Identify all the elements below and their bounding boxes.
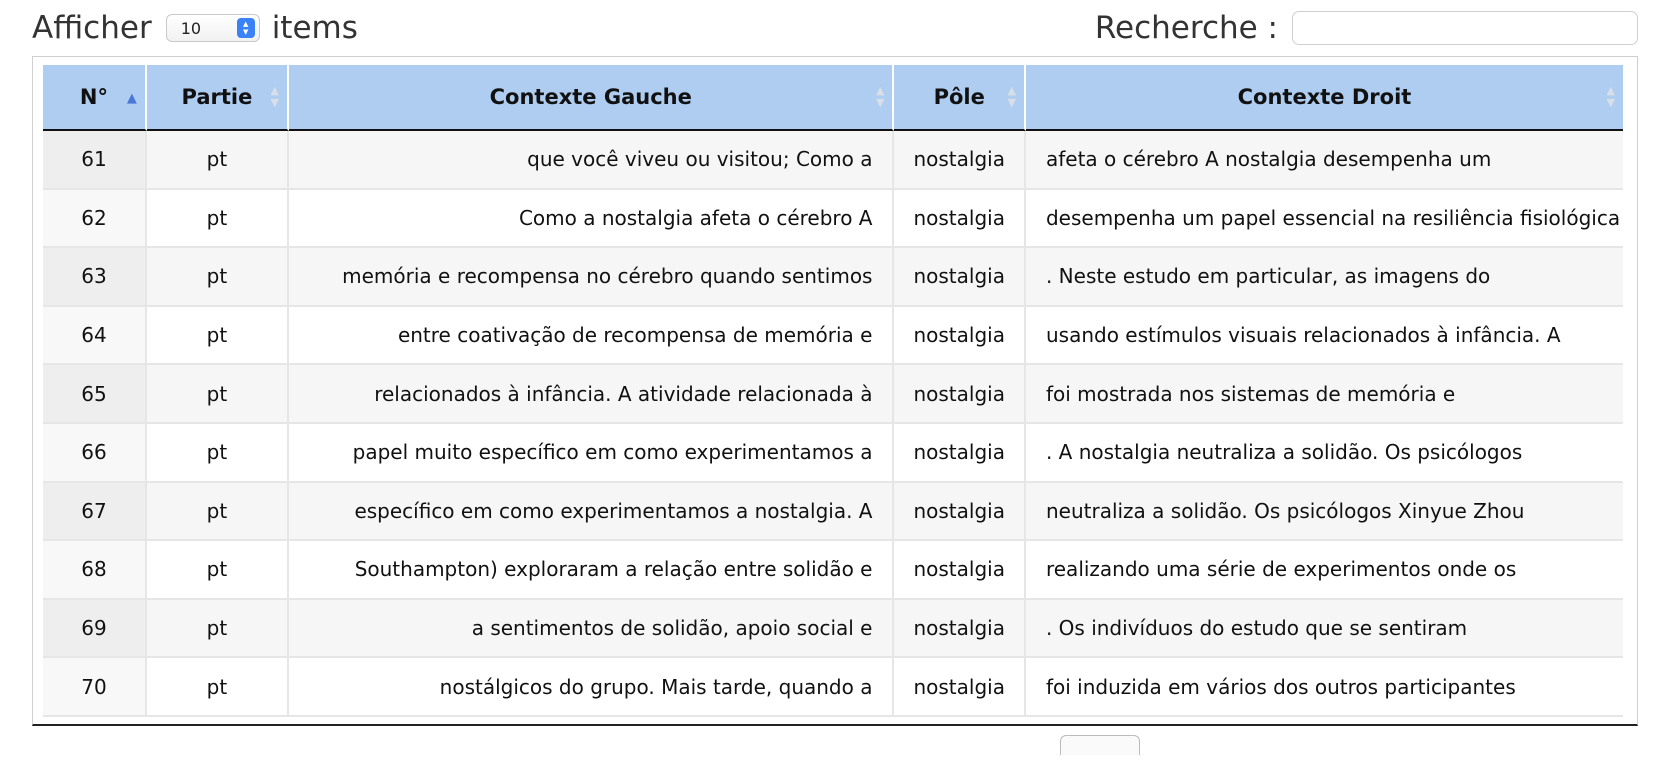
sort-both-icon: ▲ ▼ — [1007, 84, 1016, 109]
table-row[interactable] — [43, 131, 1623, 190]
cell-num: 63 — [43, 248, 147, 307]
cell-partie: pt — [147, 365, 289, 424]
cell-partie: pt — [147, 307, 289, 366]
cell-contexte-droit: . Neste estudo em particular, as imagens do — [1026, 248, 1623, 307]
cell-contexte-gauche: Southampton) exploraram a relação entre solidão e — [289, 541, 894, 600]
page-length-control — [32, 10, 358, 46]
cell-num: 70 — [43, 658, 147, 717]
cell-contexte-gauche: específico em como experimentamos a nostalgia. A — [289, 483, 894, 542]
cell-contexte-gauche: a sentimentos de solidão, apoio social e — [289, 600, 894, 659]
cell-contexte-droit: foi induzida em vários dos outros participantes — [1026, 658, 1623, 717]
column-header-label: N° — [79, 85, 108, 109]
cell-pole: nostalgia — [894, 658, 1025, 717]
cell-partie: pt — [147, 424, 289, 483]
table-header-row — [43, 65, 1623, 131]
cell-pole: nostalgia — [894, 424, 1025, 483]
cell-partie: pt — [147, 600, 289, 659]
cell-contexte-droit: . Os indivíduos do estudo que se sentiram — [1026, 600, 1623, 659]
column-header-pole[interactable] — [894, 65, 1025, 131]
table-row[interactable] — [43, 365, 1623, 424]
cell-contexte-gauche: nostálgicos do grupo. Mais tarde, quando a — [289, 658, 894, 717]
sort-ascending-icon: ▲ — [126, 91, 137, 106]
column-header-contexte-gauche[interactable] — [289, 65, 894, 131]
cell-contexte-droit: usando estímulos visuais relacionados à infância. A — [1026, 307, 1623, 366]
cell-contexte-gauche: memória e recompensa no cérebro quando sentimos — [289, 248, 894, 307]
search-control — [1095, 10, 1638, 46]
cell-pole: nostalgia — [894, 600, 1025, 659]
cell-partie: pt — [147, 190, 289, 249]
column-header-label: Partie — [181, 85, 253, 109]
cell-num: 68 — [43, 541, 147, 600]
cell-pole: nostalgia — [894, 483, 1025, 542]
search-input[interactable] — [1292, 11, 1638, 45]
cell-contexte-gauche: entre coativação de recompensa de memória e — [289, 307, 894, 366]
table-row[interactable] — [43, 424, 1623, 483]
table-row[interactable] — [43, 307, 1623, 366]
cell-partie: pt — [147, 248, 289, 307]
cell-contexte-droit: afeta o cérebro A nostalgia desempenha um — [1026, 131, 1623, 190]
table-row[interactable] — [43, 248, 1623, 307]
cell-num: 67 — [43, 483, 147, 542]
cell-contexte-gauche: relacionados à infância. A atividade relacionada à — [289, 365, 894, 424]
cell-pole: nostalgia — [894, 365, 1025, 424]
pagination-button[interactable] — [1060, 735, 1140, 755]
table-row[interactable] — [43, 658, 1623, 717]
cell-contexte-gauche: que você viveu ou visitou; Como a — [289, 131, 894, 190]
table-row[interactable] — [43, 190, 1623, 249]
cell-num: 65 — [43, 365, 147, 424]
table-row[interactable] — [43, 483, 1623, 542]
cell-partie: pt — [147, 483, 289, 542]
cell-contexte-gauche: papel muito específico em como experimentamos a — [289, 424, 894, 483]
sort-both-icon: ▲ ▼ — [876, 84, 885, 109]
cell-contexte-droit: realizando uma série de experimentos onde os — [1026, 541, 1623, 600]
sort-both-icon: ▲ ▼ — [1606, 84, 1615, 109]
concordance-table — [43, 65, 1623, 717]
column-header-label: Pôle — [933, 85, 985, 109]
table-row[interactable] — [43, 541, 1623, 600]
cell-partie: pt — [147, 541, 289, 600]
cell-contexte-droit: desempenha um papel essencial na resiliência fisiológica — [1026, 190, 1623, 249]
cell-num: 66 — [43, 424, 147, 483]
cell-contexte-droit: neutraliza a solidão. Os psicólogos Xinyue Zhou — [1026, 483, 1623, 542]
cell-num: 62 — [43, 190, 147, 249]
column-header-label: Contexte Droit — [1237, 85, 1412, 109]
search-label: Recherche : — [1094, 10, 1278, 46]
page-length-value: 10 — [180, 18, 202, 38]
table-row[interactable] — [43, 600, 1623, 659]
page-length-prefix: Afficher — [32, 10, 152, 46]
column-header-label: Contexte Gauche — [489, 85, 692, 109]
page-length-select[interactable] — [166, 14, 260, 42]
sort-both-icon: ▲ ▼ — [270, 84, 279, 109]
cell-partie: pt — [147, 131, 289, 190]
select-stepper-icon: ▲ ▼ — [237, 18, 255, 38]
cell-num: 64 — [43, 307, 147, 366]
page-length-suffix: items — [271, 10, 358, 46]
column-header-partie[interactable] — [147, 65, 289, 131]
cell-num: 69 — [43, 600, 147, 659]
cell-pole: nostalgia — [894, 541, 1025, 600]
table-container — [32, 56, 1638, 726]
cell-pole: nostalgia — [894, 190, 1025, 249]
cell-pole: nostalgia — [894, 131, 1025, 190]
cell-partie: pt — [147, 658, 289, 717]
cell-contexte-gauche: Como a nostalgia afeta o cérebro A — [289, 190, 894, 249]
cell-pole: nostalgia — [894, 307, 1025, 366]
column-header-num[interactable] — [43, 65, 147, 131]
cell-num: 61 — [43, 131, 147, 190]
cell-contexte-droit: . A nostalgia neutraliza a solidão. Os psicólogos — [1026, 424, 1623, 483]
table-toolbar — [0, 0, 1658, 58]
cell-contexte-droit: foi mostrada nos sistemas de memória e — [1026, 365, 1623, 424]
cell-pole: nostalgia — [894, 248, 1025, 307]
column-header-contexte-droit[interactable] — [1026, 65, 1623, 131]
